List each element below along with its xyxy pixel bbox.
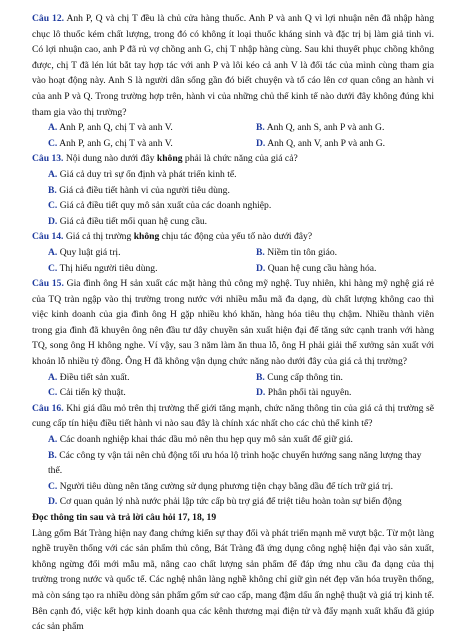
question-13-options xyxy=(32,167,434,229)
option-item: A. Anh P, anh Q, chị T và anh V. xyxy=(48,122,173,134)
question-16-options xyxy=(32,432,434,510)
question-14: Câu 14. Giá cả thị trường không chịu tác động của yếu tố nào dưới đây? xyxy=(32,231,313,243)
option-item: B. Cung cấp thông tin. xyxy=(256,371,343,383)
question-14-number: Câu 14. xyxy=(32,231,64,243)
question-14-options xyxy=(32,245,434,276)
option-item: B. Giá cả điều tiết hành vi của người tiêu dùng. xyxy=(48,184,230,196)
option-item: C. Giá cả điều tiết quy mô sản xuất của các doanh nghiệp. xyxy=(48,200,272,212)
option-item: C. Cải tiến kỹ thuật. xyxy=(48,387,126,399)
option-item: D. Giá cả điều tiết mối quan hệ cung cầu. xyxy=(48,215,208,227)
question-16-text: Khi giá dầu mỏ trên thị trường thế giới tăng mạnh, chức năng thông tin của giá cả thị trường sẽ cung cấp tín hiệu điều tiết hành vi nào sau đây là chính xác nhất cho các chủ thể kinh tế? xyxy=(32,402,435,430)
question-15-number: Câu 15. xyxy=(32,278,64,290)
option-item: B. Các công ty vận tải nên chủ động tối ưu hóa lộ trình hoặc chuyển hướng sang năng lượng thay thế. xyxy=(48,449,422,477)
passage-heading: Đọc thông tin sau và trả lời câu hỏi 17, 18, 19 xyxy=(32,512,217,523)
option-item: D. Quan hệ cung cầu hàng hóa. xyxy=(256,262,377,274)
question-15 xyxy=(32,276,434,370)
question-16 xyxy=(32,401,434,432)
question-12 xyxy=(32,11,434,120)
option-item: A. Các doanh nghiệp khai thác dầu mỏ nên thu hẹp quy mô sản xuất để giữ giá. xyxy=(48,434,353,446)
question-12-options xyxy=(32,120,434,151)
option-item: D. Phân phối tài nguyên. xyxy=(256,387,352,399)
question-16-number: Câu 16. xyxy=(32,402,64,414)
question-13-number: Câu 13. xyxy=(32,153,64,165)
question-15-options xyxy=(32,370,434,401)
option-item: C. Thị hiếu người tiêu dùng. xyxy=(48,262,158,274)
option-item: C. Người tiêu dùng nên tăng cường sử dụng phương tiện chạy bằng dầu để tích trữ giá trị. xyxy=(48,480,393,492)
question-15-text: Gia đình ông H sản xuất các mặt hàng thủ công mỹ nghệ. Tuy nhiên, khi hàng mỹ nghệ giá rẻ của TQ tràn ngập vào thị trường trong nước với nhiều mẫu mã đa dạng, dù chất lượng không cao thì việc kinh doanh của gia đình ông H gặp nhiều khó khăn, hàng hóa tiêu thụ chậm. Nhiều thành viên trong gia đình đã khuyên ông nên đầu tư dây chuyền sản xuất hiện đại để tăng sức cạnh tranh với hàng TQ, song ông H không nghe. Ví vậy, sau 3 năm làm ăn thua lỗ, ông H phải giải thể xưởng sản xuất với khoản lỗ nhiều tỷ đồng. Ông H đã không vận dụng chức năng nào dưới đây của giá cả thị trường? xyxy=(32,278,434,368)
option-item: A. Điều tiết sản xuất. xyxy=(48,371,130,383)
option-item: A. Quy luật giá trị. xyxy=(48,246,121,258)
option-item: D. Cơ quan quản lý nhà nước phải lập tức cấp bù trợ giá để triệt tiêu hoàn toàn sự biến động xyxy=(48,496,402,508)
option-item: C. Anh P, anh G, chị T và anh V. xyxy=(48,137,173,149)
option-item: B. Anh Q, anh S, anh P và anh G. xyxy=(256,122,385,134)
option-item: D. Anh Q, anh V, anh P và anh G. xyxy=(256,137,386,149)
question-12-number: Câu 12. xyxy=(32,13,65,24)
question-12-text: Anh P, Q và chị T đều là chủ cửa hàng thuốc. Anh P và anh Q vì lợi nhuận nên đã nhập hàng chục lô thuốc kém chất lượng, trong đó có không ít loại thuốc kháng sinh và đặc trị bị làm giả tinh vi. Có lợi nhuận cao, anh P đã rủ vợ chồng anh G, chị T nhập hàng cùng. Sau khi thuyết phục chồng không được, chị T đã lén lút bắt tay hợp tác với anh P và lôi kéo cả anh V là đối tác của mình cùng tham gia vào hoạt động này. Anh S là người dân sống gần đó biết chuyện và tố cáo lên cơ quan công an hành vi của anh P và Q. Trong trường hợp trên, hành vi của những chủ thể kinh tế nào dưới đây không đúng khi tham gia vào thị trường? xyxy=(32,13,434,118)
passage-text: Làng gốm Bát Tràng hiện nay đang chứng kiến sự thay đổi và phát triển mạnh mẽ vượt bậc. Từ một làng nghề truyền thống với các sản phẩm thủ công, Bát Tràng đã ứng dụng công nghệ hiện đại vào sản xuất, không ngừng đổi mới mẫu mã, nâng cao chất lượng sản phẩm để đáp ứng nhu cầu đa dạng của thị trường trong nước và quốc tế. Các nghệ nhân làng nghề không chỉ giữ gìn nét đẹp văn hóa truyền thống, mà còn sáng tạo ra nhiều dòng sản phẩm gốm sứ cao cấp, mang đậm dấu ấn nghệ thuật và giá trị kinh tế. Bên cạnh đó, việc kết hợp kinh doanh qua các kênh thương mại điện tử và đẩy mạnh xuất khẩu đã giúp các sản phẩm xyxy=(32,527,434,633)
option-item: A. Giá cả duy trì sự ổn định và phát triển kinh tế. xyxy=(48,168,237,180)
question-13: Câu 13. Nội dung nào dưới đây không phải là chức năng của giá cả? xyxy=(32,153,298,165)
option-item: B. Niềm tin tôn giáo. xyxy=(256,246,338,258)
